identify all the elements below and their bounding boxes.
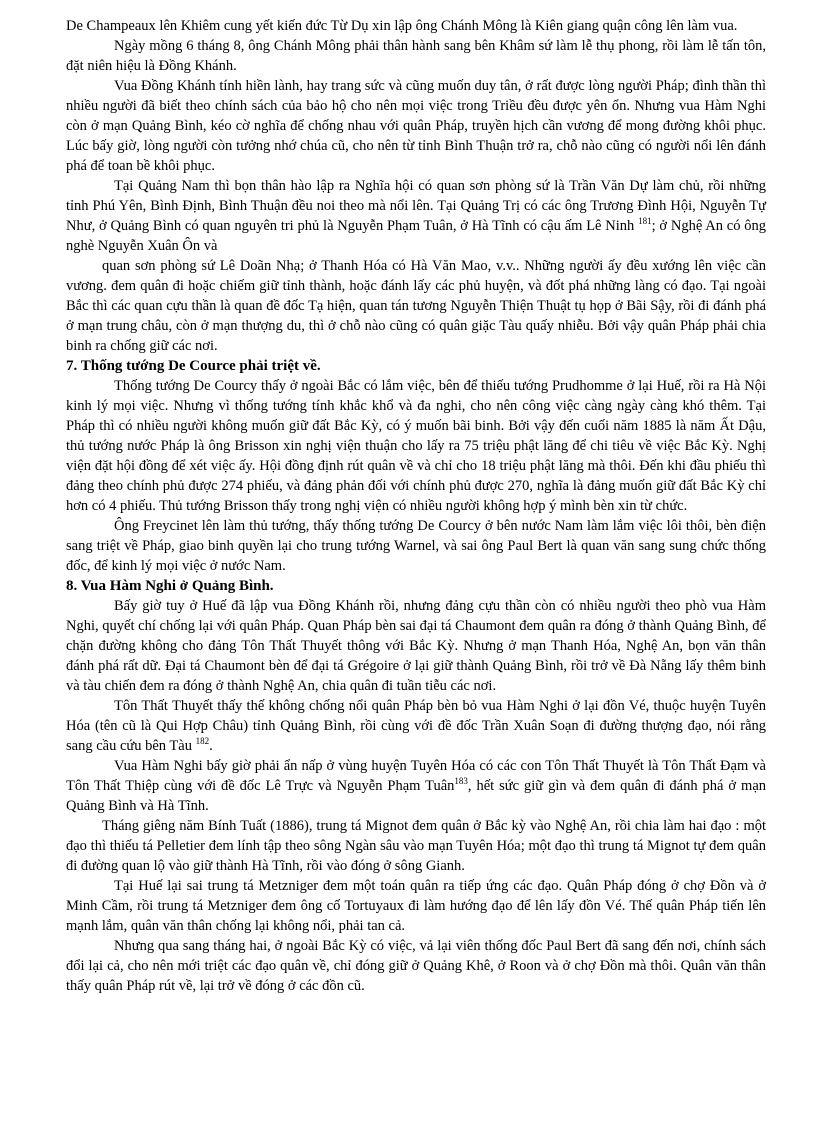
paragraph <box>66 696 766 756</box>
section-heading: 8. Vua Hàm Nghi ở Quảng Bình. <box>66 578 274 594</box>
paragraph: Bấy giờ tuy ở Huế đã lập vua Đồng Khánh rồi, nhưng đảng cựu thần còn có nhiều người theo phò vua Hàm Nghi, quyết chí chống lại với quân Pháp. Quan Pháp bèn sai đại tá Chaumont đem quân ra đóng ở thành Quảng Bình, để chặn đường không cho đảng Tôn Thất Thuyết thông với Bắc Kỳ. Nhưng ở mạn Thanh Hóa, Nghệ An, bọn văn thân đánh phá rất dữ. Đại tá Chaumont bèn để đại tá Grégoire ở lại giữ thành Quảng Bình, rồi trở về Đà Nẵng lấy thêm binh và tàu chiến đem ra đóng ở thành Nghệ An, chia quân đi tuần tiễu các nơi. <box>66 598 766 694</box>
paragraph: quan sơn phòng sứ Lê Doãn Nhạ; ở Thanh Hóa có Hà Văn Mao, v.v.. Những người ấy đều xướng lên việc cần vương. đem quân đi hoặc chiếm giữ tỉnh thành, hoặc đánh lấy các phủ huyện, và đốt phá những làng có đạo. Tại ngoài Bắc thì các quan cựu thần là quan đề đốc Tạ hiện, quan tán tương Nguyễn Thiện Thuật tụ họp ở Bãi Sậy, rồi đi đánh phá ở mạn trung châu, còn ở mạn thượng du, thì ở chỗ nào cũng có quân giặc Tàu quấy nhiễu. Bởi vậy quân Pháp phải chia binh ra chống giữ các nơi. <box>66 258 766 354</box>
paragraph: De Champeaux lên Khiêm cung yết kiến đức Từ Dụ xin lập ông Chánh Mông là Kiên giang quận công lên làm vua. <box>66 18 738 34</box>
paragraph-text: Vua Hàm Nghi bấy giờ phải ẩn nấp ở vùng huyện Tuyên Hóa có các con Tôn Thất Thuyết là Tôn Thất Đạm và Tôn Thất Thiệp cùng với đề đốc Lê Trực và Nguyễn Phạm Tuân <box>66 758 766 794</box>
document-page <box>66 16 766 996</box>
paragraph <box>66 176 766 256</box>
section-heading: 7. Thống tướng De Cource phải triệt về. <box>66 358 321 374</box>
footnote-ref-182: 182 <box>195 736 210 747</box>
paragraph: Thống tướng De Courcy thấy ở ngoài Bắc có lắm việc, bên để thiếu tướng Prudhomme ở lại Huế, rồi ra Hà Nội kinh lý mọi việc. Nhưng vì thống tướng tính khắc khổ và đa nghi, cho nên công việc càng ngày càng khó thêm. Tại Pháp thì có nhiều người không muốn giữ đất Bắc Kỳ, có ý muốn bãi binh. Bởi vậy đến cuối năm 1885 là năm Ất Dậu, thủ tướng nước Pháp là ông Brisson xin nghị viện thuận cho lấy ra 75 triệu phật lăng để chi tiêu về việc Bắc Kỳ. Nghị viện đặt hội đồng để xét việc ấy. Hội đồng định rút quân về và chỉ cho 18 triệu phật lăng mà thôi. Đến khi đầu phiếu thì đảng theo chính phủ được 274 phiếu, và đảng phản đối với chính phủ được 270, nghĩa là đảng muốn giữ đất Bắc Kỳ chỉ hơn có 4 phiếu. Thủ tướng Brisson thấy trong nghị viện có nhiều người không hợp ý mình bèn xin từ chức. <box>66 378 766 514</box>
paragraph: Tại Huế lại sai trung tá Metzniger đem một toán quân ra tiếp ứng các đạo. Quân Pháp đóng ở chợ Đồn và ở Minh Cầm, rồi trung tá Metzniger đem ông cố Tortuyaux đi làm hướng đạo để lên lấy đồn Vé. Thế quân Pháp tiến lên mạnh lắm, quân văn thân chống lại không nổi, phải tan cả. <box>66 878 766 934</box>
paragraph: Vua Đồng Khánh tính hiền lành, hay trang sức và cũng muốn duy tân, ở rất được lòng người Pháp; đình thần thì nhiều người đã biết theo chính sách của bảo hộ cho nên mọi việc trong Triều đều được yên ổn. Nhưng vua Hàm Nghi còn ở mạn Quảng Bình, kéo cờ nghĩa để chống nhau với quân Pháp, truyền hịch cần vương để mong đường khôi phục. Lúc bấy giờ, lòng người còn tưởng nhớ chúa cũ, cho nên từ tỉnh Bình Thuận trở ra, chỗ nào cũng có người nổi lên đánh phá để toan bề khôi phục. <box>66 78 766 174</box>
paragraph-text: Tôn Thất Thuyết thấy thế không chống nổi quân Pháp bèn bỏ vua Hàm Nghi ở lại đồn Vé, thuộc huyện Tuyên Hóa (tên cũ là Qui Hợp Châu) tỉnh Quảng Bình, rồi cùng với đề đốc Trần Xuân Soạn đi đường thượng đạo, nói rằng sang cầu cứu bên Tàu <box>66 698 766 754</box>
paragraph: Tháng giêng năm Bính Tuất (1886), trung tá Mignot đem quân ở Bắc kỳ vào Nghệ An, rồi chia làm hai đạo : một đạo thì thiếu tá Pelletier đem lính tập theo sông Ngàn sâu vào mạn Tuyên Hóa; một đạo thì trung tá Mignot tự đem quân đi đường quan lộ vào giữ thành Hà Tĩnh, rồi vào đóng ở sông Gianh. <box>66 818 766 874</box>
paragraph-text: , hết sức giữ gìn và đem quân đi đánh phá ở mạn Quảng Bình và Hà Tĩnh. <box>66 778 766 814</box>
footnote-ref-183: 183 <box>454 776 468 787</box>
paragraph: Nhưng qua sang tháng hai, ở ngoài Bắc Kỳ có việc, vả lại viên thống đốc Paul Bert đã sang đến nơi, chính sách đổi lại cả, cho nên mới triệt các đạo quân về, chỉ đóng giữ ở Quảng Khê, ở Roon và ở chợ Đồn mà thôi. Quân văn thân thấy quân Pháp rút về, lại trở về đóng ở các đồn cũ. <box>66 938 766 994</box>
paragraph-text: ; ở Nghệ An có ông nghè Nguyễn Xuân Ôn và <box>66 218 767 254</box>
paragraph <box>66 756 766 816</box>
paragraph: Ngày mồng 6 tháng 8, ông Chánh Mông phải thân hành sang bên Khâm sứ làm lễ thụ phong, rồi làm lễ tấn tôn, đặt niên hiệu là Đồng Khánh. <box>66 38 766 74</box>
paragraph-text: . <box>209 738 213 754</box>
footnote-ref-181: 181 <box>638 216 652 227</box>
paragraph: Ông Freycinet lên làm thủ tướng, thấy thống tướng De Courcy ở bên nước Nam làm lắm việc lôi thôi, bèn điện sang triệt về Pháp, giao binh quyền lại cho trung tướng Warnel, và sai ông Paul Bert là quan văn sang sung chức thống đốc, để kinh lý mọi việc ở nước Nam. <box>66 518 766 574</box>
paragraph-text: Tại Quảng Nam thì bọn thân hào lập ra Nghĩa hội có quan sơn phòng sứ là Trần Văn Dự làm chủ, rồi những tỉnh Phú Yên, Bình Định, Bình Thuận đều noi theo mà nổi lên. Tại Quảng Trị có các ông Trương Đình Hội, Nguyễn Tự Như, ở Quảng Bình có quan nguyên tri phủ là Nguyễn Phạm Tuân, ở Hà Tĩnh có cậu ấm Lê Ninh <box>66 178 766 234</box>
